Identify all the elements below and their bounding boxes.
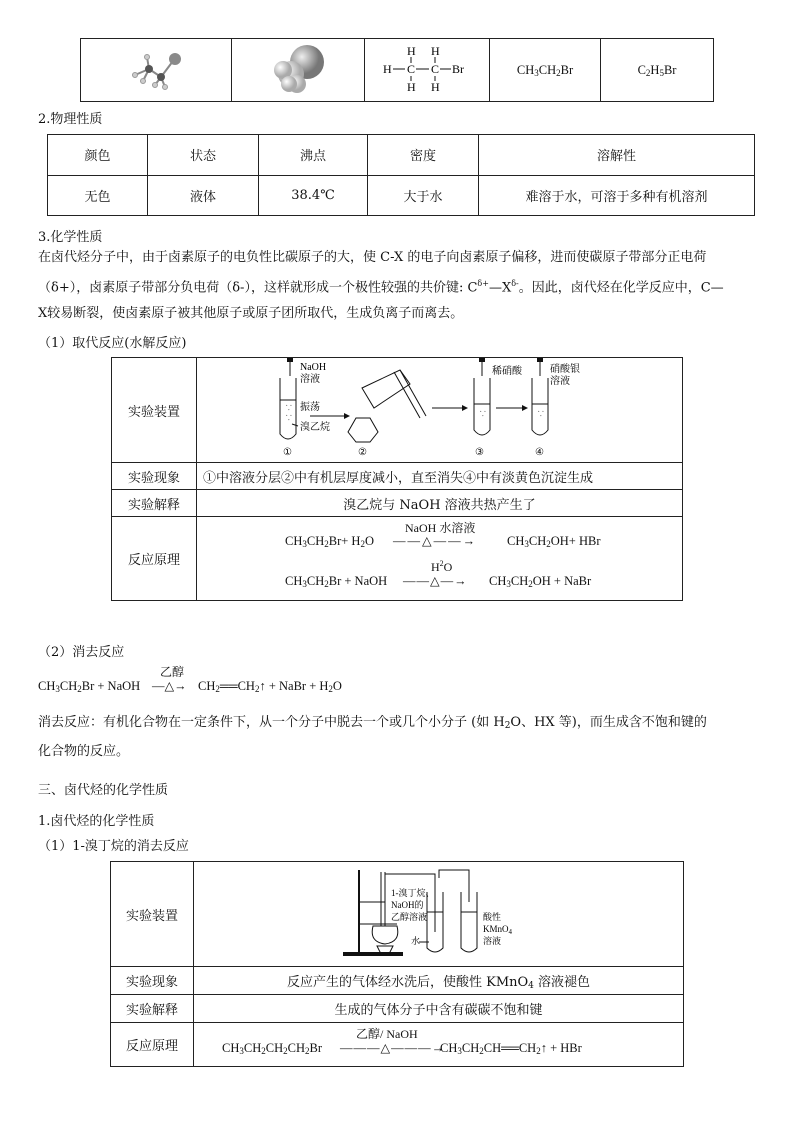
line2-text: （δ+），卤素原子带部分负电荷（δ-），这样就形成一个极性较强的共价键: C	[38, 280, 478, 296]
svg-text:KMnO4: KMnO$_4$	[482, 924, 512, 936]
hydrolysis-apparatus-cell	[197, 358, 683, 463]
paragraph-line-1: 在卤代烃分子中，由于卤素原子的电负性比碳原子的大，使 C-X 的电子向卤素原子偏移，进而使碳原子带部分正电荷	[38, 250, 707, 265]
ball-stick-model-cell	[81, 39, 232, 102]
structural-h-left: H	[383, 62, 392, 76]
molecular-formula-cell: $C_2H_5Br$	[601, 39, 714, 102]
value-density: 大于水	[368, 175, 479, 216]
svg-text:溶液: 溶液	[549, 376, 570, 387]
header-state: 状态	[148, 135, 259, 176]
physical-properties-table	[47, 134, 755, 216]
row-label-principle: 反应原理	[112, 517, 197, 601]
molecule-representation-table	[80, 38, 714, 102]
svg-text:H: H	[407, 44, 416, 58]
elimination-experiment-table	[110, 861, 684, 1067]
hydrolysis-equations	[197, 517, 683, 601]
line2-bond: —X	[488, 280, 512, 296]
row-label-phenomenon: 实验现象	[112, 463, 197, 490]
paragraph-line-2: （δ+），卤素原子带部分负电荷（δ-），这样就形成一个极性较强的共价键: $C^{\delta+}—X^{\delta-}$。因此，卤代烃在化学反应中，C—	[38, 279, 724, 296]
delta-symbol-2: △	[430, 573, 441, 588]
hydrolysis-apparatus-diagram	[270, 358, 610, 458]
svg-text:1-溴丁烷、: 1-溴丁烷、	[390, 888, 434, 898]
header-boiling-point: 沸点	[259, 135, 368, 176]
value-state: 液体	[148, 175, 259, 216]
elimination-apparatus-diagram	[339, 862, 539, 962]
elimination-phenomenon: 反应产生的气体经水洗后，使酸性 KMnO$_4$ 溶液褪色	[194, 967, 684, 995]
svg-text:③: ③	[474, 447, 484, 458]
elimination-equation: $CH_3CH_2Br$ + NaOH 乙醇 —△→ $CH_2══CH_2↑$ + NaBr + $H_2O$	[38, 665, 342, 694]
space-filling-model-image	[263, 40, 333, 96]
svg-text:⸪: ⸪	[285, 404, 292, 412]
svg-text:⸪: ⸪	[479, 410, 486, 418]
svg-text:NaOH: NaOH	[299, 362, 326, 373]
hydrolysis-equation-2: $CH_3CH_2Br$ + NaOH $H^2O$ ——△—→ $CH_3CH_2OH$ + NaBr	[285, 558, 592, 589]
subheading-substitution: （1）取代反应(水解反应)	[38, 336, 187, 351]
row2-label-explanation: 实验解释	[111, 995, 194, 1023]
definition-line-2: 化合物的反应。	[38, 744, 130, 759]
svg-text:C: C	[431, 62, 440, 76]
space-filling-model-cell	[232, 39, 365, 102]
row2-label-principle: 反应原理	[111, 1023, 194, 1067]
svg-text:①: ①	[282, 447, 292, 458]
header-color: 颜色	[48, 135, 148, 176]
definition-line-1: 消去反应：有机化合物在一定条件下，从一个分子中脱去一个或几个小分子 (如 $H_2O$、HX 等)，而生成含不饱和键的	[38, 715, 707, 731]
svg-text:④: ④	[534, 447, 544, 458]
bromobutane-equation: $CH_3CH_2CH_2CH_2Br$ 乙醇/ NaOH ———△———→ $CH_3CH_2CH══CH_2↑$ + HBr	[222, 1026, 582, 1056]
value-solubility: 难溶于水，可溶于多种有机溶剂	[479, 175, 755, 216]
structural-formula	[377, 43, 477, 93]
svg-text:溶液: 溶液	[299, 374, 320, 385]
elimination-definition	[38, 710, 758, 765]
delta-symbol-1: △	[422, 533, 434, 548]
row-label-apparatus: 实验装置	[112, 358, 197, 463]
simple-formula-cell: $CH_3CH_2Br$	[490, 39, 601, 102]
section-heading-chemical: 3.化学性质	[38, 230, 103, 245]
svg-text:⸪: ⸪	[537, 410, 544, 418]
svg-text:H: H	[431, 80, 440, 93]
row2-label-phenomenon: 实验现象	[111, 967, 194, 995]
svg-text:振荡: 振荡	[299, 402, 320, 413]
svg-text:⸪: ⸪	[285, 414, 292, 422]
structural-formula-cell	[365, 39, 490, 102]
hydrolysis-explanation: 溴乙烷与 NaOH 溶液共热产生了	[197, 490, 683, 517]
svg-text:硝酸银: 硝酸银	[549, 364, 580, 375]
value-boiling-point: 38.4℃	[259, 175, 368, 216]
section-title-haloalkane: 三、卤代烃的化学性质	[38, 783, 169, 798]
section-heading-physical: 2.物理性质	[38, 112, 103, 127]
subheading-elimination: （2）消去反应	[38, 645, 125, 660]
svg-text:乙醇溶液: 乙醇溶液	[390, 912, 427, 922]
hydrolysis-equation-1: $CH_3CH_2Br+ H_2O$ NaOH 水溶液 ——△——→ $CH_3CH_2OH+$ HBr	[285, 520, 601, 549]
svg-text:H: H	[431, 44, 440, 58]
svg-text:H: H	[407, 80, 416, 93]
paragraph-line-3: X较易断裂，使卤素原子被其他原子或原子团所取代，生成负离子而离去。	[38, 306, 464, 322]
svg-text:酸性: 酸性	[482, 912, 501, 922]
ball-and-stick-model-image	[121, 43, 191, 93]
svg-text:水: 水	[410, 936, 420, 946]
elimination-explanation: 生成的气体分子中含有碳碳不饱和键	[194, 995, 684, 1023]
svg-text:稀硝酸: 稀硝酸	[491, 366, 522, 377]
chemical-paragraph	[38, 245, 758, 327]
value-color: 无色	[48, 175, 148, 216]
row-label-explanation: 实验解释	[112, 490, 197, 517]
svg-text:NaOH的: NaOH的	[390, 900, 423, 910]
subheading-bromobutane: （1）1-溴丁烷的消去反应	[38, 839, 189, 854]
svg-text:②: ②	[357, 447, 367, 458]
subheading-properties: 1.卤代烃的化学性质	[38, 814, 155, 829]
row2-label-apparatus: 实验装置	[111, 862, 194, 967]
bromobutane-condition: 乙醇/ NaOH	[356, 1026, 418, 1041]
header-density: 密度	[368, 135, 479, 176]
svg-text:Br: Br	[452, 62, 464, 76]
elimination-principle-cell	[194, 1023, 684, 1067]
svg-text:溴乙烷: 溴乙烷	[299, 422, 330, 433]
header-solubility: 溶解性	[479, 135, 755, 176]
elimination-apparatus-cell	[194, 862, 684, 967]
svg-text:C: C	[407, 62, 416, 76]
hydrolysis-experiment-table	[111, 357, 683, 601]
svg-text:溶液: 溶液	[482, 936, 501, 946]
hydrolysis-phenomenon: ①中溶液分层②中有机层厚度减小，直至消失④中有淡黄色沉淀生成	[197, 463, 683, 490]
line2-tail: 。因此，卤代烃在化学反应中，C—	[518, 280, 724, 296]
